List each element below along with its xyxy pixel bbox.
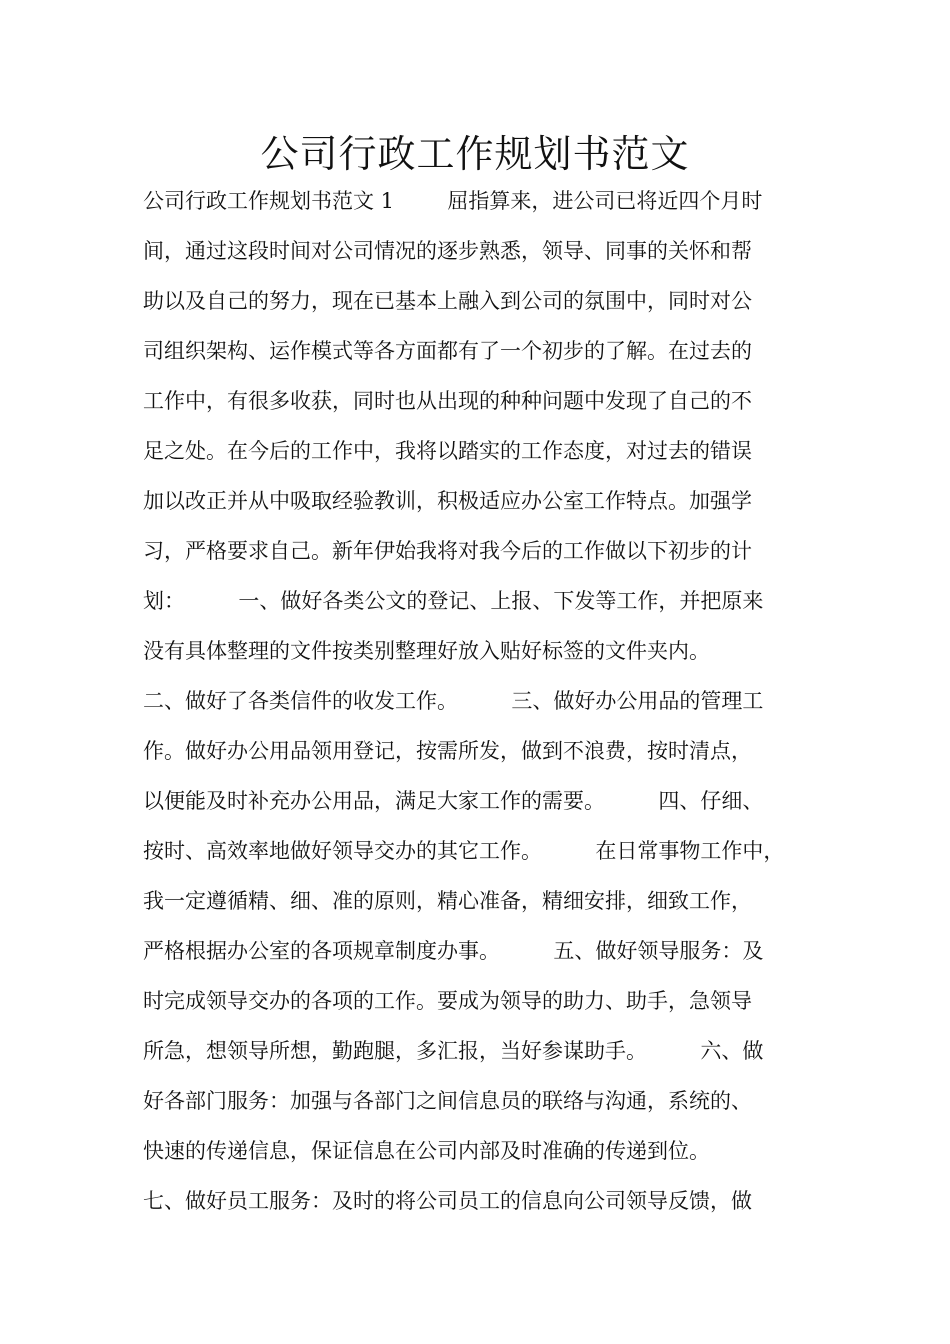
body-line: 好各部门服务：加强与各部门之间信息员的联络与沟通，系统的、: [143, 1089, 752, 1113]
body-line: 以便能及时补充办公用品，满足大家工作的需要。 四、仔细、: [143, 789, 764, 813]
document-title: 公司行政工作规划书范文: [260, 132, 690, 176]
body-line: 足之处。在今后的工作中，我将以踏实的工作态度，对过去的错误: [143, 439, 752, 463]
body-line: 按时、高效率地做好领导交办的其它工作。 在日常事物工作中，: [143, 839, 785, 863]
body-line: 划： 一、做好各类公文的登记、上报、下发等工作，并把原来: [143, 589, 764, 613]
body-line: 严格根据办公室的各项规章制度办事。 五、做好领导服务：及: [143, 939, 764, 963]
body-line: 七、做好员工服务：及时的将公司员工的信息向公司领导反馈，做: [143, 1189, 752, 1213]
body-line: 间，通过这段时间对公司情况的逐步熟悉，领导、同事的关怀和帮: [143, 239, 752, 263]
body-line: 我一定遵循精、细、准的原则，精心准备，精细安排，细致工作，: [143, 889, 752, 913]
document-body: [143, 176, 823, 1226]
body-line: 所急，想领导所想，勤跑腿，多汇报，当好参谋助手。 六、做: [143, 1039, 764, 1063]
body-line: 助以及自己的努力，现在已基本上融入到公司的氛围中，同时对公: [143, 289, 752, 313]
body-line: 作。做好办公用品领用登记，按需所发，做到不浪费，按时清点，: [143, 739, 752, 763]
body-line: 时完成领导交办的各项的工作。要成为领导的助力、助手，急领导: [143, 989, 752, 1013]
body-line: 快速的传递信息，保证信息在公司内部及时准确的传递到位。: [143, 1139, 710, 1163]
body-line: 没有具体整理的文件按类别整理好放入贴好标签的文件夹内。: [143, 639, 710, 663]
body-line: 工作中，有很多收获，同时也从出现的种种问题中发现了自己的不: [143, 389, 752, 413]
body-line: 加以改正并从中吸取经验教训，积极适应办公室工作特点。加强学: [143, 489, 752, 513]
body-line: 习，严格要求自己。新年伊始我将对我今后的工作做以下初步的计: [143, 539, 752, 563]
body-line: 公司行政工作规划书范文 1 屈指算来，进公司已将近四个月时: [143, 189, 763, 213]
body-line: 司组织架构、运作模式等各方面都有了一个初步的了解。在过去的: [143, 339, 752, 363]
body-line: 二、做好了各类信件的收发工作。 三、做好办公用品的管理工: [143, 689, 764, 713]
